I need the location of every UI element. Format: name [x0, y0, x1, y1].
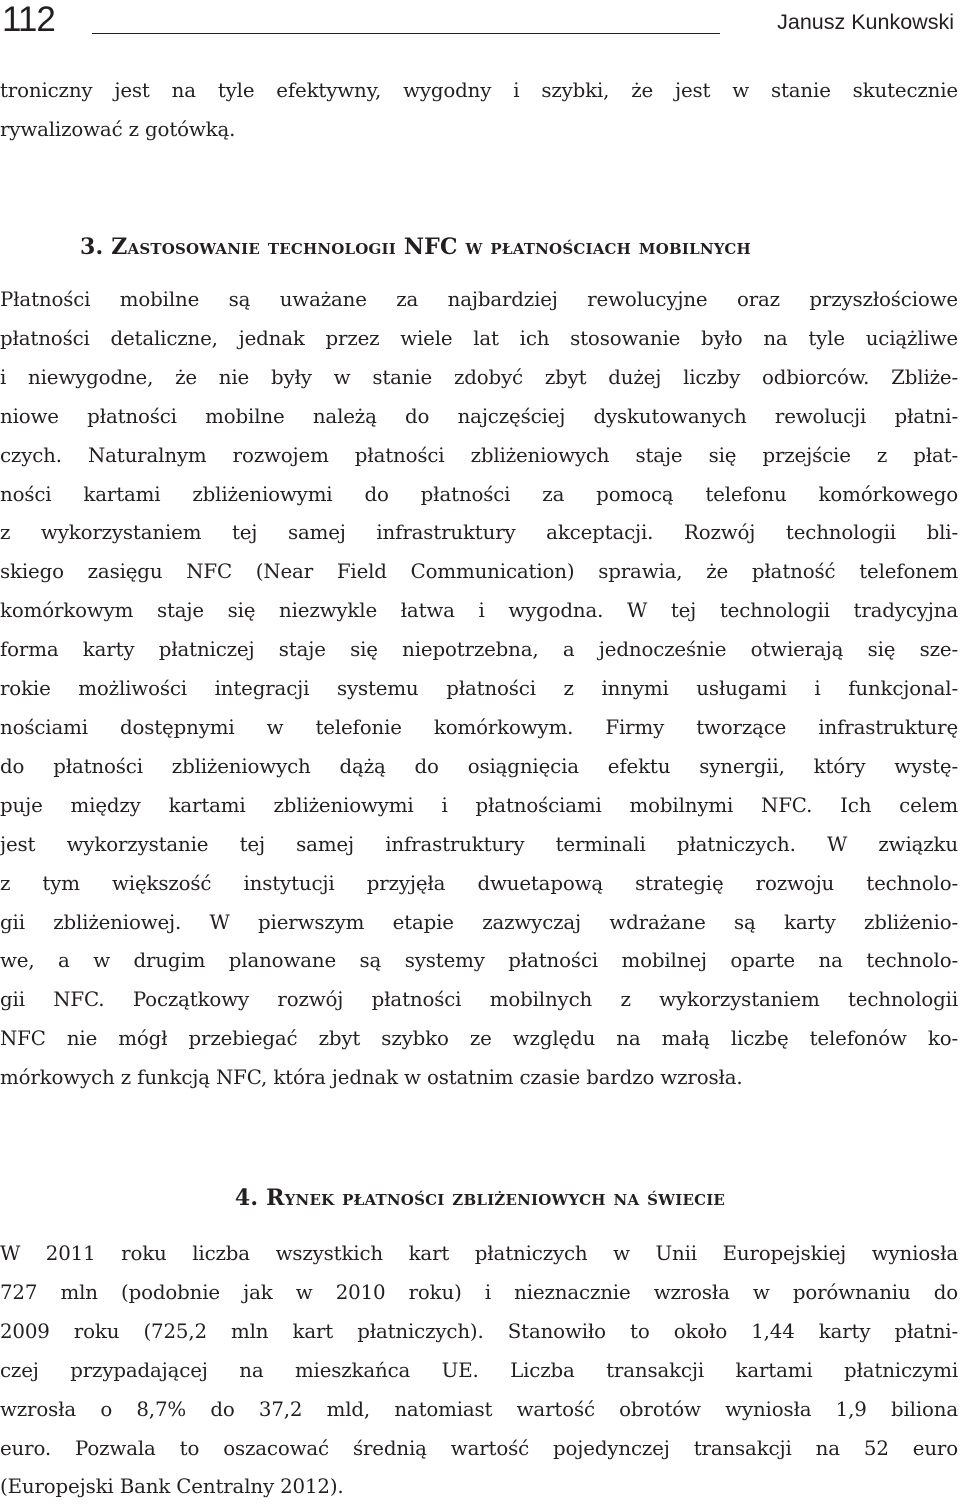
section-heading-3-text: 3. Zastosowanie technologii NFC w płatnościach mobilnych	[80, 234, 751, 260]
header-rule	[92, 33, 720, 34]
text-line: czych. Naturalnym rozwojem płatności zbliżeniowych staje się przejście z płat-	[0, 443, 958, 467]
text-line: niowe płatności mobilne należą do najczęściej dyskutowanych rewolucji płatni-	[0, 404, 958, 428]
text-line: płatności detaliczne, jednak przez wiele lat ich stosowanie było na tyle uciążliwe	[0, 326, 958, 350]
paragraph-contactless-market	[0, 1235, 958, 1507]
text-line: puje między kartami zbliżeniowymi i płatnościami mobilnymi NFC. Ich celem	[0, 793, 958, 817]
section-heading-3	[80, 232, 960, 262]
paragraph-continuation	[0, 72, 958, 150]
text-line: ności kartami zbliżeniowymi do płatności za pomocą telefonu komórkowego	[0, 482, 958, 506]
text-line: komórkowym staje się niezwykle łatwa i wygodna. W tej technologii tradycyjna	[0, 599, 958, 623]
text-line: W 2011 roku liczba wszystkich kart płatniczych w Unii Europejskiej wyniosła	[0, 1242, 958, 1265]
text-line: czej przypadającej na mieszkańca UE. Liczba transakcji kartami płatniczymi	[0, 1358, 958, 1382]
text-line: gii zbliżeniowej. W pierwszym etapie zazwyczaj wdrażane są karty zbliżenio-	[0, 910, 958, 934]
text-line: jest wykorzystanie tej samej infrastruktury terminali płatniczych. W związku	[0, 832, 958, 856]
text-line: z tym większość instytucji przyjęła dwuetapową strategię rozwoju technolo-	[0, 871, 958, 895]
text-line: rywalizować z gotówką.	[0, 117, 236, 141]
text-line: z wykorzystaniem tej samej infrastruktury akceptacji. Rozwój technologii bli-	[0, 521, 958, 545]
text-line: i niewygodne, że nie były w stanie zdobyć zbyt dużej liczby odbiorców. Zbliże-	[0, 365, 958, 389]
page-number: 112	[2, 0, 55, 39]
page-header	[0, 0, 960, 44]
text-line: skiego zasięgu NFC (Near Field Communication) sprawia, że płatność telefonem	[0, 560, 958, 584]
text-line: Płatności mobilne są uważane za najbardziej rewolucyjne oraz przyszłościowe	[0, 288, 958, 311]
running-head-author: Janusz Kunkowski	[777, 10, 954, 34]
text-line: we, a w drugim planowane są systemy płatności mobilnej oparte na technolo-	[0, 949, 958, 973]
text-line: 727 mln (podobnie jak w 2010 roku) i nieznacznie wzrosła w porównaniu do	[0, 1280, 958, 1304]
text-line: forma karty płatniczej staje się niepotrzebna, a jednocześnie otwierają się sze-	[0, 638, 958, 662]
text-line: troniczny jest na tyle efektywny, wygodny i szybki, że jest w stanie skutecznie	[0, 79, 958, 102]
text-line: mórkowych z funkcją NFC, która jednak w ostatnim czasie bardzo wzrosła.	[0, 1066, 743, 1090]
text-line: nościami dostępnymi w telefonie komórkowym. Firmy tworzące infrastrukturę	[0, 715, 958, 739]
text-line: wzrosła o 8,7% do 37,2 mld, natomiast wartość obrotów wyniosła 1,9 biliona	[0, 1397, 958, 1421]
section-heading-4-text: 4. Rynek płatności zbliżeniowych na świecie	[234, 1185, 726, 1211]
text-line: rokie możliwości integracji systemu płatności z innymi usługami i funkcjonal-	[0, 677, 958, 701]
text-line: NFC nie mógł przebiegać zbyt szybko ze względu na małą liczbę telefonów ko-	[0, 1027, 958, 1051]
text-line: (Europejski Bank Centralny 2012).	[0, 1475, 344, 1499]
section-heading-4	[0, 1183, 960, 1213]
text-line: gii NFC. Początkowy rozwój płatności mobilnych z wykorzystaniem technologii	[0, 988, 958, 1012]
text-line: 2009 roku (725,2 mln kart płatniczych). Stanowiło to około 1,44 karty płatni-	[0, 1319, 958, 1343]
paragraph-nfc-mobile-payments	[0, 281, 958, 1098]
text-line: do płatności zbliżeniowych dążą do osiągnięcia efektu synergii, który wystę-	[0, 754, 958, 778]
text-line: euro. Pozwala to oszacować średnią wartość pojedynczej transakcji na 52 euro	[0, 1436, 958, 1460]
